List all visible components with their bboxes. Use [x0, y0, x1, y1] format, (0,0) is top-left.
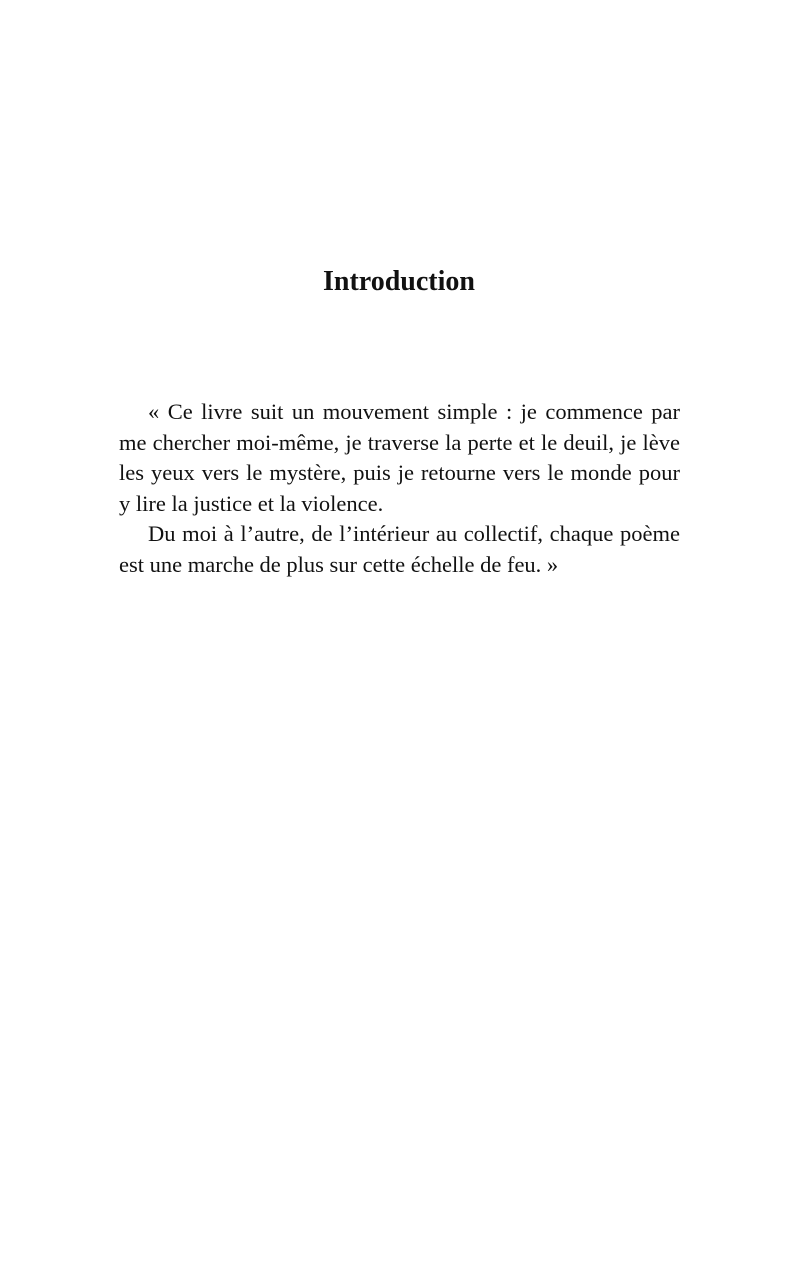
- introduction-text: [119, 397, 680, 580]
- paragraph-2: Du moi à l’autre, de l’intérieur au collectif, chaque poème est une marche de plus sur cette échelle de feu. »: [119, 521, 680, 577]
- paragraph-1: « Ce livre suit un mouvement simple : je commence par me chercher moi-même, je traverse la perte et le deuil, je lève les yeux vers le mystère, puis je retourne vers le monde pour y lire la justice et la violence.: [119, 399, 680, 516]
- chapter-title: Introduction: [323, 266, 475, 297]
